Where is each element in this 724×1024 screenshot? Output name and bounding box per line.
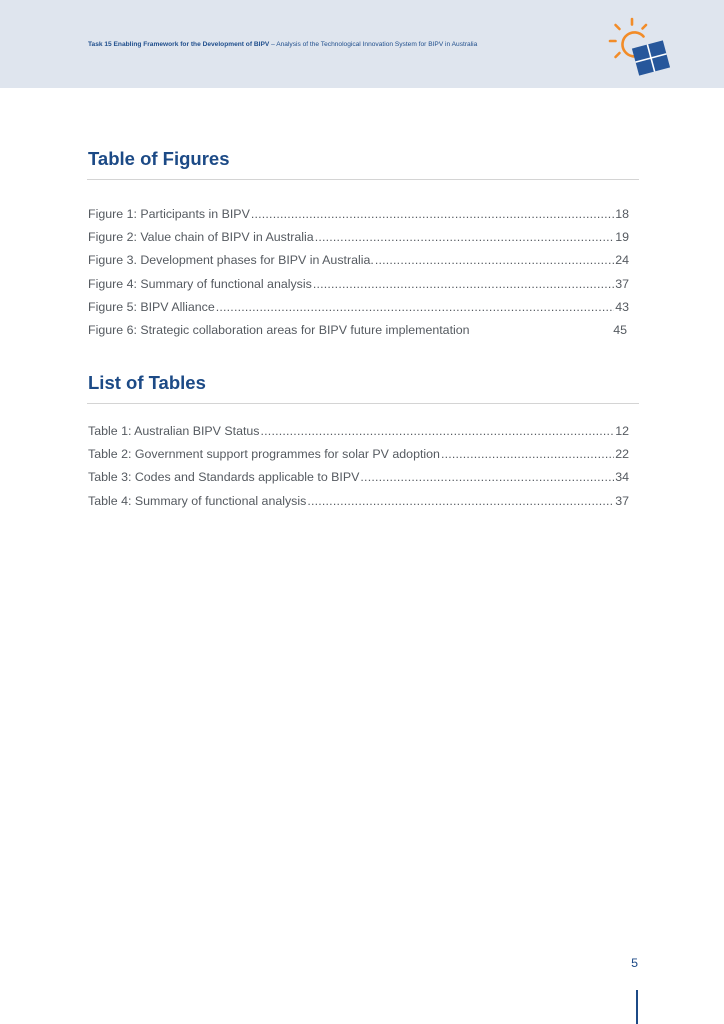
logo-sun-ray bbox=[616, 25, 620, 29]
table-entry-page: 34 bbox=[615, 470, 629, 485]
page-number: 5 bbox=[631, 956, 638, 970]
figure-entry[interactable] bbox=[88, 323, 629, 346]
logo-sun-ray bbox=[643, 25, 647, 29]
tables-divider bbox=[87, 403, 639, 404]
figure-entry[interactable] bbox=[88, 300, 629, 323]
dot-leader bbox=[307, 494, 614, 508]
dot-leader bbox=[261, 424, 615, 438]
figure-entry-label: Figure 1: Participants in BIPV bbox=[88, 207, 250, 221]
figures-divider bbox=[87, 179, 639, 180]
figure-entry-label: Figure 4: Summary of functional analysis bbox=[88, 276, 312, 291]
tables-list bbox=[88, 424, 629, 517]
dot-leader bbox=[313, 277, 614, 291]
dot-leader bbox=[441, 447, 614, 461]
table-entry-label: Table 3: Codes and Standards applicable to BIPV bbox=[88, 470, 360, 485]
figure-entry-label: Figure 6: Strategic collaboration areas for BIPV future implementation bbox=[88, 322, 470, 337]
figure-entry-label: Figure 5: BIPV Alliance bbox=[88, 299, 215, 314]
logo-sun-ray bbox=[616, 53, 620, 57]
figure-entry-page: 37 bbox=[615, 276, 629, 291]
figures-heading: Table of Figures bbox=[88, 148, 230, 169]
figure-entry[interactable] bbox=[88, 207, 629, 230]
figure-entry-page: 18 bbox=[615, 207, 629, 221]
header-title bbox=[88, 41, 477, 48]
dot-leader bbox=[360, 470, 614, 484]
figures-list bbox=[88, 207, 629, 346]
dot-leader bbox=[251, 207, 614, 221]
figure-entry-page: 24 bbox=[615, 253, 629, 268]
header-title-bold: Task 15 Enabling Framework for the Development of BIPV bbox=[88, 41, 270, 48]
tables-heading: List of Tables bbox=[88, 372, 206, 393]
table-entry-label: Table 2: Government support programmes for solar PV adoption bbox=[88, 447, 440, 462]
header-title-rest: – Analysis of the Technological Innovation System for BIPV in Australia bbox=[269, 41, 478, 48]
figure-entry[interactable] bbox=[88, 277, 629, 300]
sun-solar-panel-logo-icon bbox=[608, 16, 672, 76]
figure-entry-label: Figure 3. Development phases for BIPV in Australia. bbox=[88, 253, 374, 268]
dot-leader bbox=[315, 230, 615, 244]
page-header bbox=[0, 0, 724, 88]
table-entry-label: Table 4: Summary of functional analysis bbox=[88, 493, 307, 508]
table-entry[interactable] bbox=[88, 447, 629, 470]
dot-leader bbox=[216, 300, 614, 314]
figure-entry-page: 43 bbox=[615, 299, 629, 314]
table-entry[interactable] bbox=[88, 470, 629, 493]
page-edge-line bbox=[636, 990, 638, 1024]
table-entry-page: 12 bbox=[615, 424, 629, 438]
figure-entry[interactable] bbox=[88, 253, 629, 276]
figure-entry-page: 19 bbox=[615, 230, 629, 245]
table-entry-label: Table 1: Australian BIPV Status bbox=[88, 424, 260, 438]
figure-entry-label: Figure 2: Value chain of BIPV in Australia bbox=[88, 230, 314, 245]
figure-entry-page: 45 bbox=[613, 322, 627, 337]
table-entry-page: 22 bbox=[615, 447, 629, 462]
dot-leader bbox=[375, 253, 614, 267]
table-entry[interactable] bbox=[88, 494, 629, 517]
table-entry-page: 37 bbox=[615, 493, 629, 508]
table-entry[interactable] bbox=[88, 424, 629, 447]
figure-entry[interactable] bbox=[88, 230, 629, 253]
